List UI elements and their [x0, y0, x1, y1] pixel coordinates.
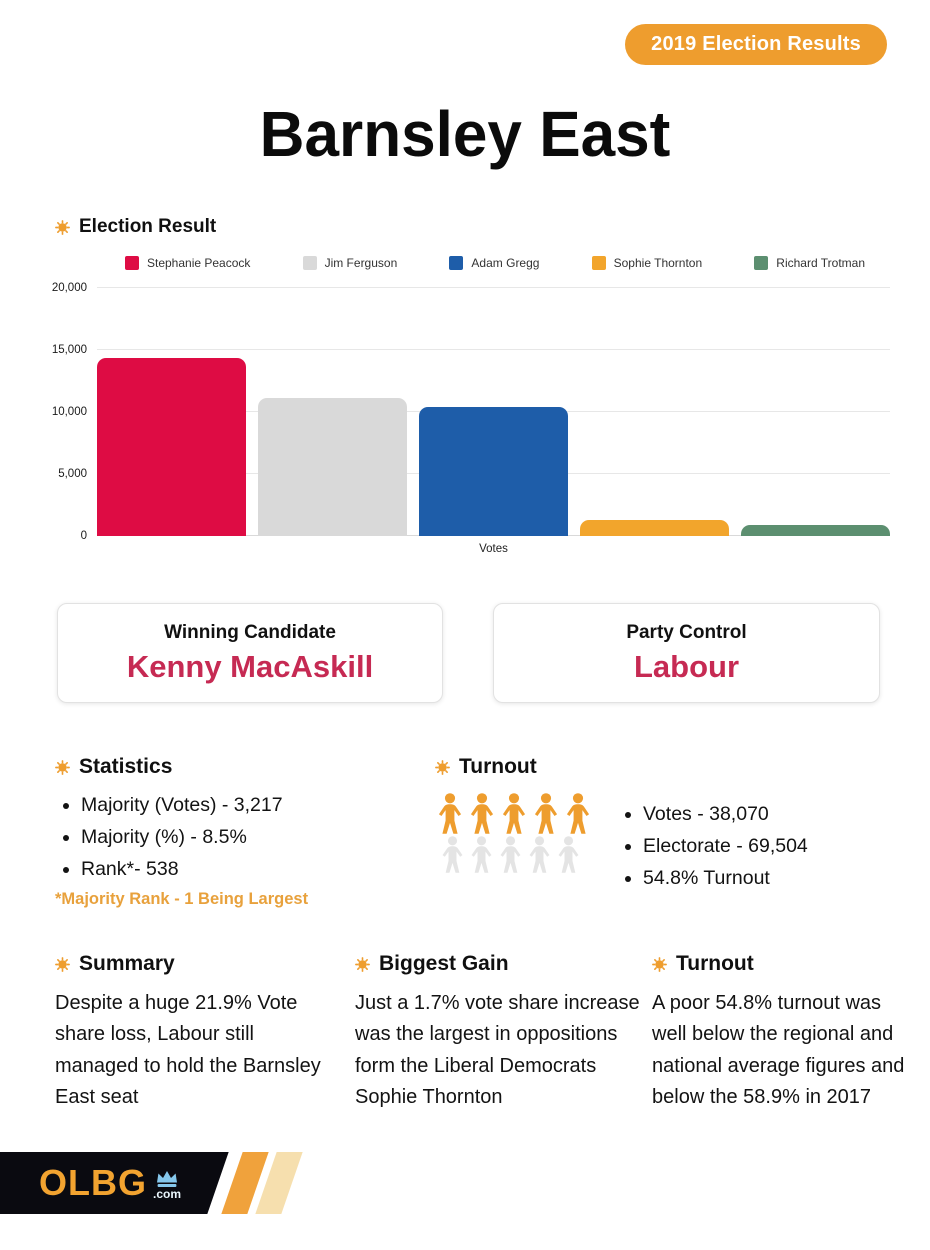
turnout-body [435, 789, 905, 899]
person-icon-dimmed [497, 833, 524, 877]
statistics-heading [55, 755, 420, 779]
pictogram-row-filled [435, 789, 603, 839]
person-icon-filled [467, 789, 497, 839]
year-badge: 2019 Election Results [625, 24, 887, 65]
heading-label: Turnout [676, 952, 754, 975]
legend-label: Jim Ferguson [324, 256, 398, 270]
y-tick-label: 20,000 [51, 282, 87, 294]
x-axis-label: Votes [479, 543, 508, 555]
bullet-item: • Majority (Votes) - 3,217 [81, 794, 420, 817]
sun-icon [435, 760, 450, 775]
turnout-heading [435, 755, 905, 779]
olbg-logo [0, 1152, 340, 1214]
heading-label: Election Result [79, 216, 217, 237]
crown-icon [155, 1169, 179, 1188]
constituency-title: Barnsley East [259, 98, 671, 170]
card-label: Winning Candidate [164, 621, 336, 643]
majority-rank-footnote: *Majority Rank - 1 Being Largest [55, 890, 309, 908]
bullet-item: • Votes - 38,070 [643, 803, 808, 826]
legend-item [449, 256, 539, 270]
sun-icon [55, 760, 70, 775]
bullet-item: • Electorate - 69,504 [643, 835, 808, 858]
bullet-item: • 54.8% Turnout [643, 867, 808, 890]
person-icon-filled [563, 789, 593, 839]
turnout-note-section [652, 952, 918, 1114]
statistics-list [55, 794, 420, 881]
person-icon-filled [531, 789, 561, 839]
winning-candidate-card [57, 603, 443, 703]
logo-right-block [153, 1169, 181, 1201]
turnout-pictogram [435, 789, 603, 877]
legend-swatch [592, 256, 606, 270]
sun-icon [652, 957, 667, 972]
legend-item [754, 256, 865, 270]
legend-label: Adam Gregg [471, 256, 540, 270]
sun-icon [55, 220, 70, 235]
heading-label: Statistics [79, 755, 173, 778]
y-tick-label: 5,000 [58, 468, 87, 480]
heading-label: Turnout [459, 755, 537, 778]
card-label: Party Control [626, 621, 747, 643]
legend-label: Richard Trotman [776, 256, 865, 270]
person-icon-filled [435, 789, 465, 839]
party-control-name: Labour [633, 648, 740, 684]
turnout-note-heading [652, 952, 918, 976]
summary-section [55, 952, 337, 1114]
legend-item [303, 256, 398, 270]
heading-label: Summary [79, 952, 175, 975]
logo-content [0, 1152, 218, 1214]
legend-label: Stephanie Peacock [147, 256, 251, 270]
summary-heading [55, 952, 337, 976]
statistics-section [55, 755, 420, 909]
bar-jim-ferguson [258, 398, 407, 536]
legend-swatch [303, 256, 317, 270]
logo-background [0, 1152, 229, 1214]
turnout-note-text: A poor 54.8% turnout was well below the regional and national average figures and below the 58.9% in 2017 [652, 992, 905, 1109]
party-control-card [493, 603, 880, 703]
chart-plot-area [51, 282, 890, 542]
biggest-gain-heading [355, 952, 647, 976]
bar-adam-gregg [419, 407, 568, 536]
y-tick-label: 0 [80, 530, 87, 542]
winning-candidate-name: Kenny MacAskill [126, 648, 374, 684]
election-result-heading [55, 216, 216, 238]
votes-bar-chart [40, 256, 890, 555]
person-icon-dimmed [555, 833, 582, 877]
summary-text: Despite a huge 21.9% Vote share loss, Labour still managed to hold the Barnsley East seat [55, 992, 321, 1109]
person-icon-dimmed [468, 833, 495, 877]
y-tick-label: 15,000 [51, 344, 87, 356]
legend-swatch [125, 256, 139, 270]
sun-icon [55, 957, 70, 972]
bar-sophie-thornton [580, 520, 729, 536]
legend-swatch [449, 256, 463, 270]
chart-legend [40, 256, 890, 270]
person-icon-dimmed [526, 833, 553, 877]
legend-label: Sophie Thornton [613, 256, 703, 270]
pictogram-row-dimmed [435, 833, 603, 877]
biggest-gain-text: Just a 1.7% vote share increase was the largest in oppositions form the Liberal Democrats Sophie Thornton [355, 992, 640, 1109]
bar-richard-trotman [741, 525, 890, 536]
turnout-section [435, 755, 905, 899]
logo-com-text: .com [152, 1187, 181, 1201]
biggest-gain-section [355, 952, 647, 1114]
person-icon-filled [499, 789, 529, 839]
bullet-item: • Majority (%) - 8.5% [81, 826, 420, 849]
bullet-item: • Rank*- 538 [81, 858, 420, 881]
sun-icon [355, 957, 370, 972]
person-icon-dimmed [439, 833, 466, 877]
legend-item [592, 256, 703, 270]
bars [97, 288, 890, 536]
turnout-list [619, 803, 808, 899]
heading-label: Biggest Gain [379, 952, 509, 975]
legend-item [125, 256, 250, 270]
olbg-brand-text: OLBG [38, 1162, 147, 1203]
chart-plot-wrap [40, 282, 890, 555]
legend-swatch [754, 256, 768, 270]
bar-stephanie-peacock [97, 358, 246, 536]
y-tick-label: 10,000 [51, 406, 87, 418]
